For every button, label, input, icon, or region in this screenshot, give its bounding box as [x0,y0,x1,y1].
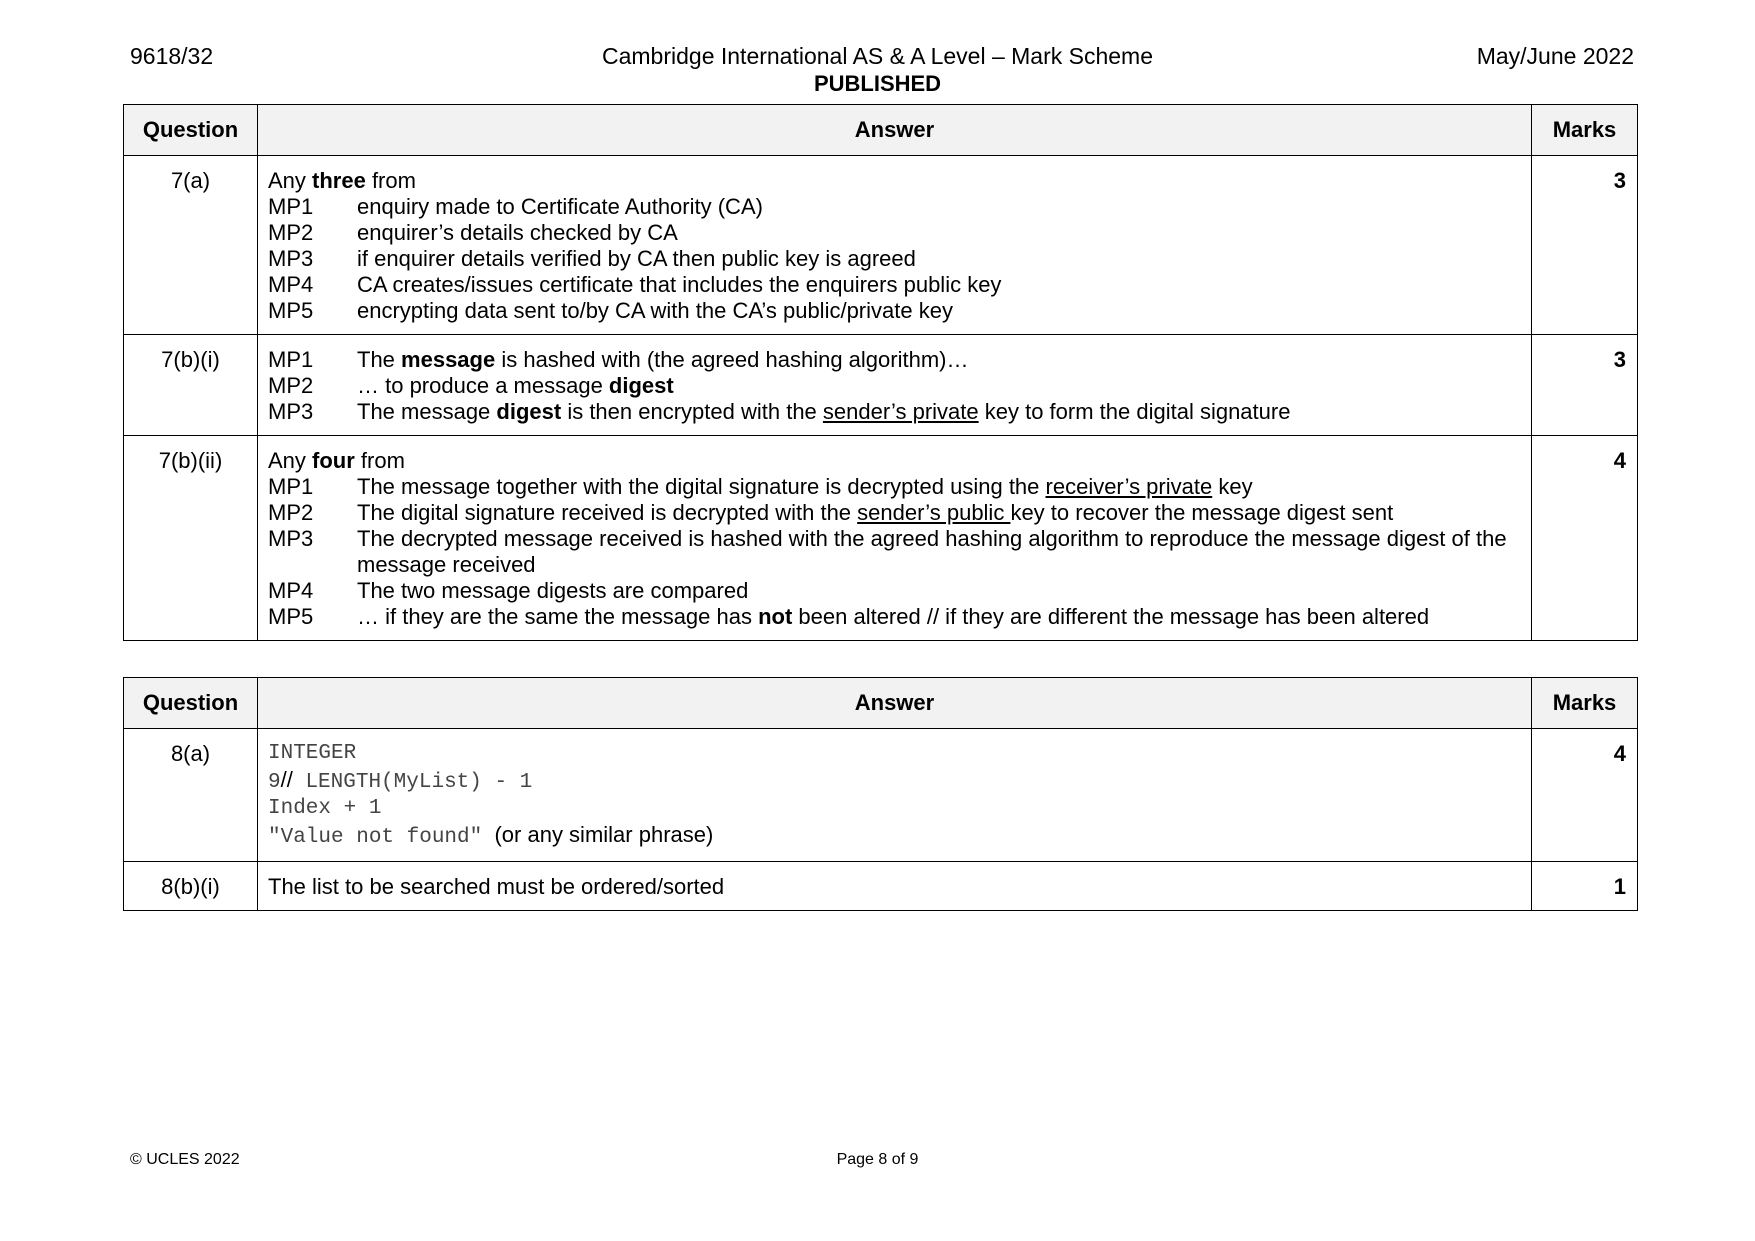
text-segment: is hashed with (the agreed hashing algorithm)… [495,347,969,372]
mark-point-text: The two message digests are compared [357,578,749,603]
text-segment: The digital signature received is decrypted with the [357,500,858,525]
copyright-notice: © UCLES 2022 [130,1151,240,1168]
code-line [268,822,1521,851]
text-segment: The message [357,399,497,424]
bold-term: message [401,347,496,372]
table-row-7a [124,156,1638,335]
mark-point-label: MP1 [268,347,314,372]
intro-line [268,448,1521,474]
mark-point-text [357,347,1521,373]
question-column-header: Question [124,105,258,156]
mark-point-label: MP3 [268,246,314,271]
code-number: 9 [268,771,281,794]
intro-bold: four [312,448,355,473]
mark-point [268,246,1521,272]
published-label: PUBLISHED [813,71,942,96]
text-segment: The message together with the digital signature is decrypted using the [357,474,1046,499]
page-number: Page 8 of 9 [836,1151,919,1168]
answer-cell [258,729,1532,862]
intro-text-end: from [354,448,405,473]
code-expression: LENGTH(MyList) - 1 [292,771,533,794]
mark-point-label: MP2 [268,373,314,398]
intro-line [268,168,1521,194]
bold-term: digest [496,399,562,424]
mark-point-text [357,500,1521,526]
mark-point-label: MP4 [268,578,314,603]
mark-point-label: MP5 [268,298,314,323]
marks-value: 3 [1532,156,1638,335]
mark-point-text: encrypting data sent to/by CA with the CA’s public/private key [357,298,953,323]
mark-point [268,194,1521,220]
mark-point [268,604,1521,630]
mark-point [268,272,1521,298]
code-line [268,767,1521,796]
mark-point-label: MP5 [268,604,314,629]
text-segment: key to form the digital signature [978,399,1291,424]
mark-point-text [357,373,1521,399]
intro-bold: three [312,168,366,193]
question-number: 7(b)(i) [124,335,258,436]
marks-value: 1 [1532,862,1638,911]
underlined-term: receiver’s private [1045,474,1213,499]
text-segment: … if they are the same the message has [357,604,759,629]
mark-point-label: MP3 [268,399,314,424]
intro-text: Any [268,448,313,473]
table-row-7bi [124,335,1638,436]
mark-point-label: MP3 [268,526,314,551]
paper-code: 9618/32 [130,43,214,69]
table-header-row [124,678,1638,729]
mark-point [268,474,1521,500]
mark-point [268,526,1521,578]
answer-note: (or any similar phrase) [482,822,714,847]
mark-point-text [357,604,1521,630]
question-number: 7(a) [124,156,258,335]
mark-point-text: enquiry made to Certificate Authority (CA) [357,194,763,219]
operator-text: // [280,767,293,792]
question-number: 8(a) [124,729,258,862]
table-row-8a [124,729,1638,862]
mark-point-text [357,474,1521,500]
marks-value: 4 [1532,436,1638,641]
question-number: 7(b)(ii) [124,436,258,641]
mark-point [268,298,1521,324]
mark-point [268,399,1521,425]
intro-text-end: from [365,168,416,193]
mark-point [268,500,1521,526]
underlined-term: sender’s private [822,399,979,424]
code-string: "Value not found" [268,826,483,849]
answer-cell: The list to be searched must be ordered/sorted [258,862,1532,911]
marks-value: 4 [1532,729,1638,862]
answer-cell [258,156,1532,335]
text-segment: been altered // if they are different the message has been altered [792,604,1430,629]
mark-point-text: if enquirer details verified by CA then public key is agreed [357,246,916,271]
marks-column-header: Marks [1532,105,1638,156]
mark-point-label: MP1 [268,474,314,499]
mark-point [268,220,1521,246]
table-row-7bii [124,436,1638,641]
mark-point-label: MP2 [268,220,314,245]
mark-scheme-table-q8 [123,677,1638,911]
code-line: Index + 1 [268,797,382,820]
intro-text: Any [268,168,313,193]
mark-point [268,347,1521,373]
text-segment: key [1212,474,1253,499]
mark-point-text [357,399,1521,425]
mark-scheme-table-q7 [123,104,1638,641]
question-number: 8(b)(i) [124,862,258,911]
underlined-term: sender’s public [857,500,1011,525]
bold-term: not [758,604,793,629]
exam-session: May/June 2022 [1476,43,1634,69]
text-segment: is then encrypted with the [561,399,823,424]
mark-point [268,578,1521,604]
answer-cell [258,335,1532,436]
mark-point [268,373,1521,399]
bold-term: digest [608,373,674,398]
table-header-row [124,105,1638,156]
text-segment: … to produce a message [357,373,609,398]
marks-value: 3 [1532,335,1638,436]
mark-point-text: CA creates/issues certificate that includes the enquirers public key [357,272,1002,297]
mark-point-label: MP2 [268,500,314,525]
question-column-header: Question [124,678,258,729]
mark-point-text: The decrypted message received is hashed with the agreed hashing algorithm to reproduce the message digest of the message received [357,526,1507,577]
mark-point-label: MP4 [268,272,314,297]
text-segment: key to recover the message digest sent [1010,500,1394,525]
answer-column-header: Answer [258,105,1532,156]
marks-column-header: Marks [1532,678,1638,729]
mark-point-label: MP1 [268,194,314,219]
answer-column-header: Answer [258,678,1532,729]
document-title: Cambridge International AS & A Level – Mark Scheme [601,43,1154,69]
code-line: INTEGER [268,742,357,765]
table-row-8bi [124,862,1638,911]
mark-point-text: enquirer’s details checked by CA [357,220,678,245]
answer-cell [258,436,1532,641]
text-segment: The [357,347,402,372]
